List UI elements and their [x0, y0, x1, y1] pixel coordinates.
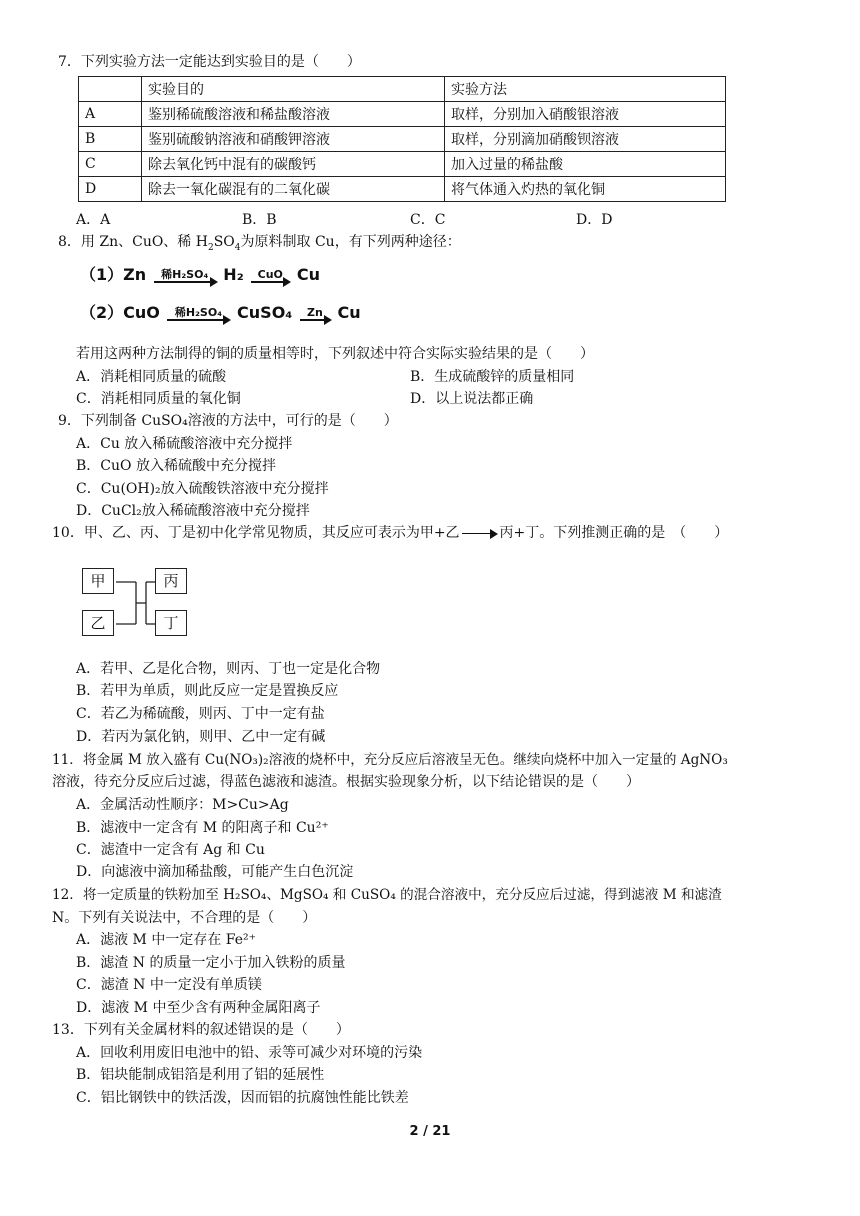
q13-option-b: B．铝块能制成铝箔是利用了铝的延展性 — [76, 1067, 325, 1083]
q9-option-b: B．CuO 放入稀硫酸中充分搅拌 — [76, 458, 276, 474]
reaction-arrow — [167, 307, 229, 321]
table-cell: 除去氧化钙中混有的碳酸钙 — [142, 152, 445, 177]
q8-stem-mid: SO — [213, 234, 235, 250]
route-intermediate: H₂ — [223, 265, 244, 284]
table-cell: B — [79, 127, 142, 152]
reaction-arrow — [300, 307, 330, 321]
q13-option-a: A．回收利用废旧电池中的铅、汞等可减少对环境的污染 — [76, 1045, 423, 1061]
table-cell: 取样，分别滴加硝酸钡溶液 — [445, 127, 726, 152]
q7-table — [78, 76, 726, 202]
table-header-cell — [79, 77, 142, 102]
q10-option-b: B．若甲为单质，则此反应一定是置换反应 — [76, 683, 339, 699]
route-product: Cu — [296, 265, 320, 284]
q9-stem: 9．下列制备 CuSO₄溶液的方法中，可行的是（ ） — [58, 413, 398, 429]
table-cell: C — [79, 152, 142, 177]
table-cell: 鉴别硫酸钠溶液和硝酸钾溶液 — [142, 127, 445, 152]
q7-option-d: D．D — [576, 212, 613, 228]
q8-stem: 8．用 Zn、CuO、稀 $H_2SO_4$为原料制取 Cu，有下列两种途径： — [58, 234, 461, 253]
q11-stem-line1: 11．将金属 M 放入盛有 Cu(NO₃)₂溶液的烧杯中，充分反应后溶液呈无色。继续向烧杯中加入一定量的 AgNO₃ — [52, 752, 728, 768]
q8-option-a: A．消耗相同质量的硫酸 — [76, 369, 227, 385]
q8-route-1 — [80, 262, 320, 285]
diagram-box-bing: 丙 — [155, 568, 187, 594]
diagram-box-yi: 乙 — [82, 610, 114, 636]
q8-route-2 — [80, 300, 361, 323]
q12-option-b: B．滤渣 N 的质量一定小于加入铁粉的质量 — [76, 955, 346, 971]
q7-option-c: C．C — [410, 212, 446, 228]
route-product: Cu — [337, 303, 361, 322]
diagram-box-jia: 甲 — [82, 568, 114, 594]
arrow-condition: CuO — [257, 267, 283, 281]
q9-option-d: D．CuCl₂放入稀硫酸溶液中充分搅拌 — [76, 503, 310, 519]
q13-stem: 13．下列有关金属材料的叙述错误的是（ ） — [52, 1022, 350, 1038]
table-header-cell: 实验目的 — [142, 77, 445, 102]
arrow-condition: Zn — [306, 305, 323, 319]
q7-option-b: B．B — [242, 212, 277, 228]
q12-stem-line1: 12．将一定质量的铁粉加至 H₂SO₄、MgSO₄ 和 CuSO₄ 的混合溶液中，充分反应后过滤，得到滤液 M 和滤渣 — [52, 887, 722, 903]
table-row — [79, 152, 726, 177]
table-cell: 鉴别稀硫酸溶液和稀盐酸溶液 — [142, 102, 445, 127]
q12-stem-line2: N。下列有关说法中，不合理的是（ ） — [52, 910, 317, 926]
q10-option-d: D．若丙为氯化钠，则甲、乙中一定有碱 — [76, 729, 326, 745]
route-intermediate: CuSO₄ — [237, 303, 293, 322]
q11-option-c: C．滤渣中一定含有 Ag 和 Cu — [76, 842, 265, 858]
q13-option-c: C．铝比钢铁中的铁活泼，因而铝的抗腐蚀性能比铁差 — [76, 1090, 409, 1106]
arrow-condition: 稀H₂SO₄ — [161, 267, 209, 281]
page-number: 2 / 21 — [409, 1124, 451, 1139]
q10-option-a: A．若甲、乙是化合物，则丙、丁也一定是化合物 — [76, 661, 381, 677]
route-start: （1）Zn — [80, 265, 147, 284]
q8-option-c: C．消耗相同质量的氧化铜 — [76, 391, 241, 407]
table-cell: 将气体通入灼热的氧化铜 — [445, 177, 726, 202]
table-header-row — [79, 77, 726, 102]
q8-question: 若用这两种方法制得的铜的质量相等时，下列叙述中符合实际实验结果的是（ ） — [76, 346, 594, 362]
q9-option-a: A．Cu 放入稀硫酸溶液中充分搅拌 — [76, 436, 293, 452]
table-cell: 除去一氧化碳混有的二氧化碳 — [142, 177, 445, 202]
reaction-arrow — [462, 533, 498, 534]
q11-option-a: A．金属活动性顺序：M>Cu>Ag — [76, 797, 289, 813]
q8-option-d: D．以上说法都正确 — [410, 391, 534, 407]
q11-option-b: B．滤液中一定含有 M 的阳离子和 Cu²⁺ — [76, 820, 329, 836]
q12-option-a: A．滤液 M 中一定存在 Fe²⁺ — [76, 932, 257, 948]
table-cell: D — [79, 177, 142, 202]
table-cell: 加入过量的稀盐酸 — [445, 152, 726, 177]
q11-option-d: D．向滤液中滴加稀盐酸，可能产生白色沉淀 — [76, 864, 354, 880]
q10-option-c: C．若乙为稀硫酸，则丙、丁中一定有盐 — [76, 706, 325, 722]
diagram-box-ding: 丁 — [155, 610, 187, 636]
reaction-arrow — [251, 269, 289, 283]
q11-stem-line2: 溶液，待充分反应后过滤，得蓝色滤液和滤渣。根据实验现象分析，以下结论错误的是（ ） — [52, 774, 640, 790]
route-start: （2）CuO — [80, 303, 160, 322]
reaction-arrow — [154, 269, 216, 283]
q9-option-c: C．Cu(OH)₂放入硫酸铁溶液中充分搅拌 — [76, 481, 329, 497]
q8-stem-pre: 8．用 Zn、CuO、稀 H — [58, 234, 208, 250]
table-header-cell: 实验方法 — [445, 77, 726, 102]
table-row — [79, 102, 726, 127]
q10-stem-post: 丙+丁。下列推测正确的是 （ ） — [499, 525, 729, 541]
q12-option-d: D．滤液 M 中至少含有两种金属阳离子 — [76, 1000, 321, 1016]
q12-option-c: C．滤渣 N 中一定没有单质镁 — [76, 977, 262, 993]
q10-stem — [52, 523, 728, 543]
q8-option-b: B．生成硫酸锌的质量相同 — [410, 369, 575, 385]
table-row — [79, 177, 726, 202]
q7-option-a: A．A — [76, 212, 111, 228]
q10-stem-pre: 10．甲、乙、丙、丁是初中化学常见物质，其反应可表示为甲+乙 — [52, 525, 460, 541]
table-cell: A — [79, 102, 142, 127]
q8-stem-post: 为原料制取 Cu，有下列两种途径： — [240, 234, 461, 250]
table-cell: 取样，分别加入硝酸银溶液 — [445, 102, 726, 127]
table-row — [79, 127, 726, 152]
q7-stem: 7．下列实验方法一定能达到实验目的是（ ） — [58, 54, 361, 70]
arrow-condition: 稀H₂SO₄ — [174, 305, 223, 319]
